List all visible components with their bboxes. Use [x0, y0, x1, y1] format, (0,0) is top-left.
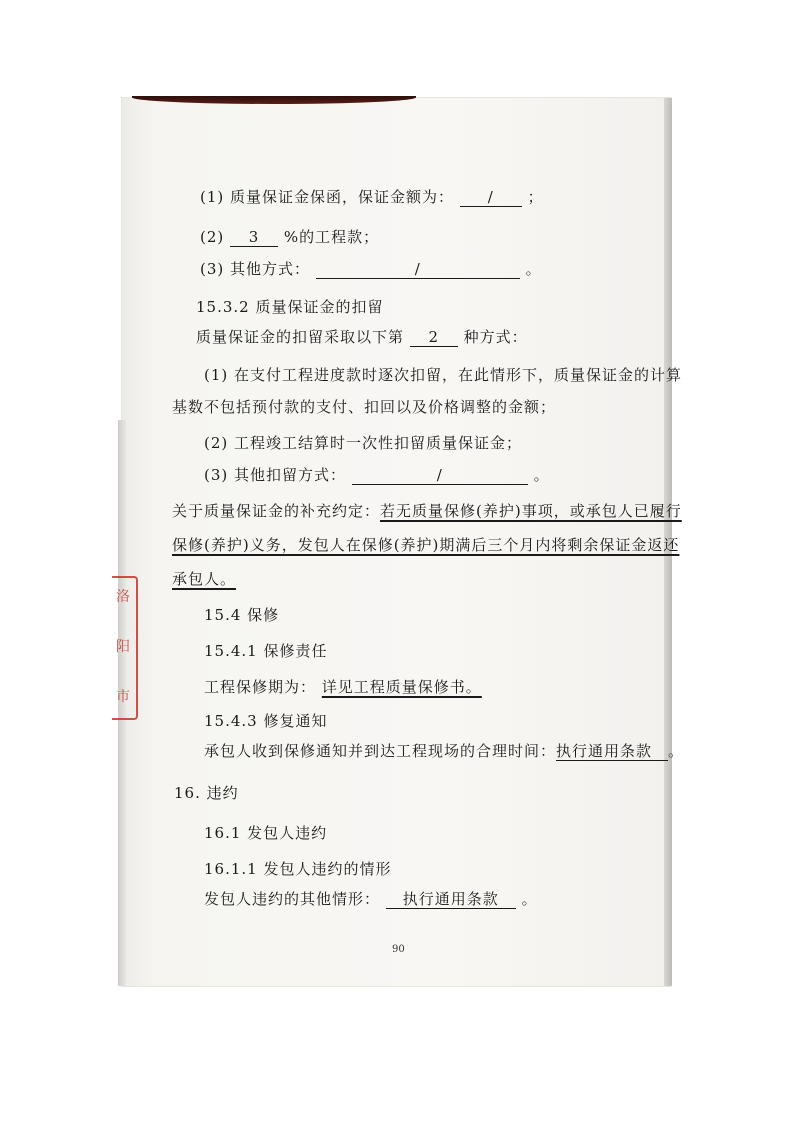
- page-number: 90: [392, 944, 405, 955]
- option-text: (1) 质量保证金保函，保证金额为：: [200, 188, 455, 206]
- repair-notice-time: [204, 740, 684, 761]
- section-heading-15-4-1: 15.4.1 保修责任: [204, 642, 328, 660]
- option-text: (3) 其他扣留方式：: [204, 466, 347, 484]
- warranty-period-label: 工程保修期为：: [204, 678, 317, 696]
- guarantee-option-3: [200, 258, 542, 279]
- default-value: 执行通用条款: [386, 890, 516, 909]
- punctuation: ；: [527, 188, 544, 206]
- section-heading-16: 16. 违约: [174, 784, 239, 802]
- section-heading-15-3-2: 15.3.2 质量保证金的扣留: [196, 298, 384, 316]
- section-heading-16-1-1: 16.1.1 发包人违约的情形: [204, 860, 392, 878]
- notice-value: 执行通用条款: [556, 742, 668, 761]
- guarantee-amount-value: /: [460, 188, 522, 207]
- supplement-line-3: 承包人。: [172, 570, 237, 588]
- retention-method-intro: [196, 326, 528, 347]
- guarantee-option-2: [200, 226, 379, 247]
- retention-option-3: [204, 464, 550, 485]
- intro-text: 质量保证金的扣留采取以下第: [196, 328, 405, 346]
- other-method-value: /: [316, 260, 520, 279]
- warranty-period-value: 详见工程质量保修书。: [321, 678, 482, 696]
- section-heading-15-4: 15.4 保修: [204, 606, 280, 624]
- other-retention-value: /: [352, 466, 528, 485]
- option-text: (3) 其他方式：: [200, 260, 311, 278]
- section-heading-15-4-3: 15.4.3 修复通知: [204, 712, 328, 730]
- guarantee-option-1: [200, 186, 544, 207]
- retention-option-2: (2) 工程竣工结算时一次性扣留质量保证金；: [204, 434, 523, 452]
- option-text: (2): [200, 228, 225, 246]
- punctuation: 。: [521, 890, 538, 908]
- intro-text: 种方式：: [463, 328, 528, 346]
- default-label: 发包人违约的其他情形：: [204, 890, 381, 908]
- supplement-text: 若无质量保修(养护)事项，或承包人已履行: [380, 502, 682, 520]
- notice-label: 承包人收到保修通知并到达工程现场的合理时间：: [204, 742, 557, 760]
- supplement-line-1: [172, 500, 682, 521]
- employer-default-other: [204, 888, 538, 909]
- retention-method-number: 2: [410, 328, 458, 347]
- official-seal-stamp: 洛 阳 市: [112, 576, 138, 720]
- punctuation: 。: [668, 742, 685, 760]
- section-heading-16-1: 16.1 发包人违约: [204, 824, 328, 842]
- warranty-period: [204, 676, 482, 697]
- percentage-value: 3: [230, 228, 278, 247]
- option-text: %的工程款；: [283, 228, 380, 246]
- punctuation: 。: [525, 260, 542, 278]
- retention-option-1-line-2: 基数不包括预付款的支付、扣回以及价格调整的金额；: [172, 398, 557, 416]
- retention-option-1-line-1: (1) 在支付工程进度款时逐次扣留，在此情形下，质量保证金的计算: [204, 366, 683, 384]
- punctuation: 。: [533, 466, 550, 484]
- supplement-label: 关于质量保证金的补充约定：: [172, 502, 381, 520]
- supplement-line-2: 保修(养护)义务，发包人在保修(养护)期满后三个月内将剩余保证金返还: [172, 536, 680, 554]
